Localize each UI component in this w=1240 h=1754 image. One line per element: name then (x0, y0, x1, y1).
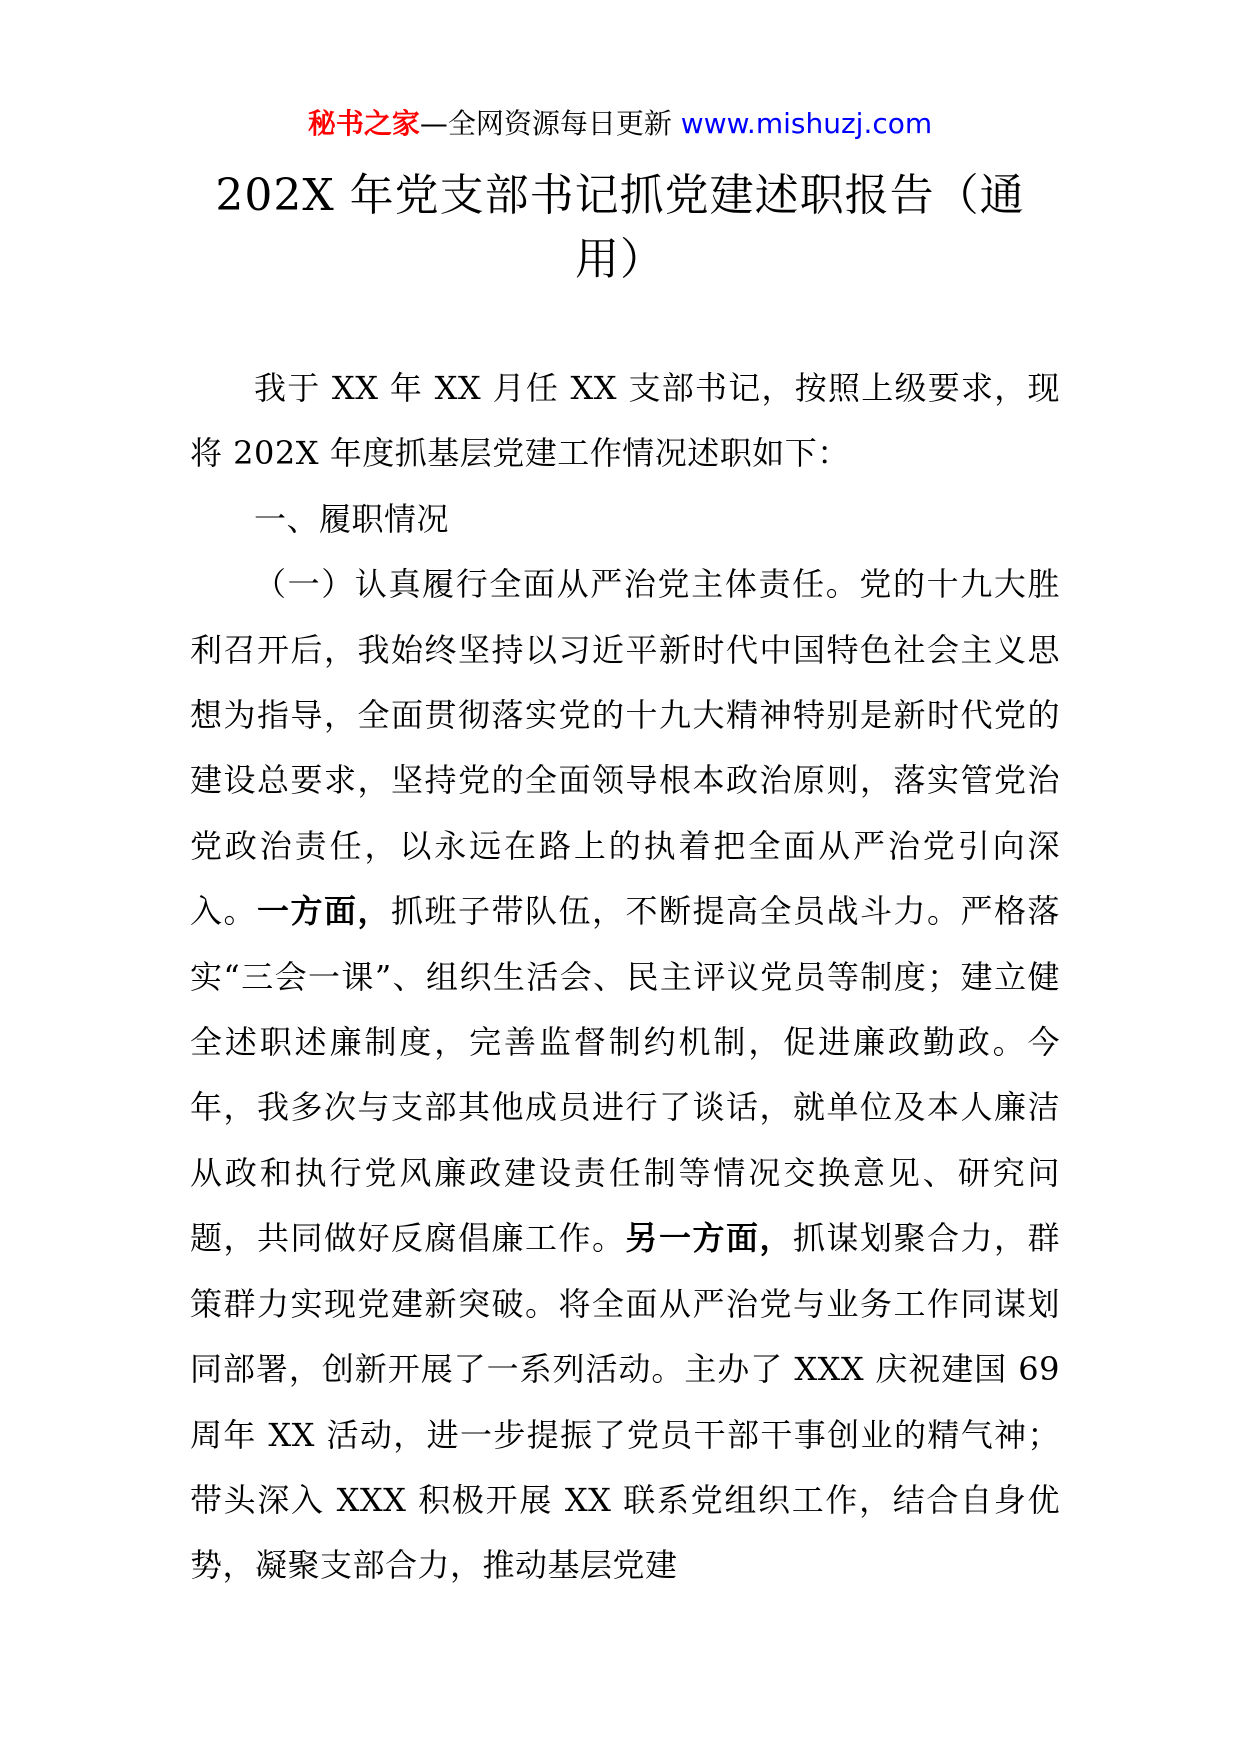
section-heading: 一、履职情况 (254, 499, 450, 538)
intro-paragraph: 我于 XX 年 XX 月任 XX 支部书记，按照上级要求，现将 202X 年度抓基层党建工作情况述职如下： (190, 369, 1060, 473)
body-paragraph (190, 552, 1060, 1599)
paragraph-text: （一）认真履行全面从严治党主体责任。党的十九大胜利召开后，我始终坚持以习近平新时代中国特色社会主义思想为指导，全面贯彻落实党的十九大精神特别是新时代党的建设总要求，坚持党的全面领导根本政治原则，落实管党治党政治责任，以永远在路上的执着把全面从严治党引向深入。 (190, 565, 1060, 931)
bold-phrase: 另一方面， (625, 1219, 793, 1258)
brand-name: 秘书之家 (307, 107, 420, 140)
site-header (0, 104, 1240, 144)
document-body (190, 356, 1060, 1599)
bold-phrase: 一方面， (257, 892, 391, 931)
document-title: 202X 年党支部书记抓党建述职报告（通用） (215, 170, 1025, 285)
site-url-link[interactable]: www.mishuzj.com (680, 107, 933, 140)
header-slogan: —全网资源每日更新 (419, 107, 672, 140)
paragraph-text: 抓班子带队伍，不断提高全员战斗力。严格落实“三会一课”、组织生活会、民主评议党员等制度；建立健全述职述廉制度，完善监督制约机制，促进廉政勤政。今年，我多次与支部其他成员进行了谈话，就单位及本人廉洁从政和执行党风廉政建设责任制等情况交换意见、研究问题，共同做好反腐倡廉工作。 (190, 892, 1060, 1258)
paragraph-text: 抓谋划聚合力，群策群力实现党建新突破。将全面从严治党与业务工作同谋划同部署，创新开展了一系列活动。主办了 XXX 庆祝建国 69 周年 XX 活动，进一步提振了党员干部干事创业的精气神；带头深入 XXX 积极开展 XX 联系党组织工作，结合自身优势，凝聚支部合力，推动基层党建 (190, 1219, 1060, 1585)
